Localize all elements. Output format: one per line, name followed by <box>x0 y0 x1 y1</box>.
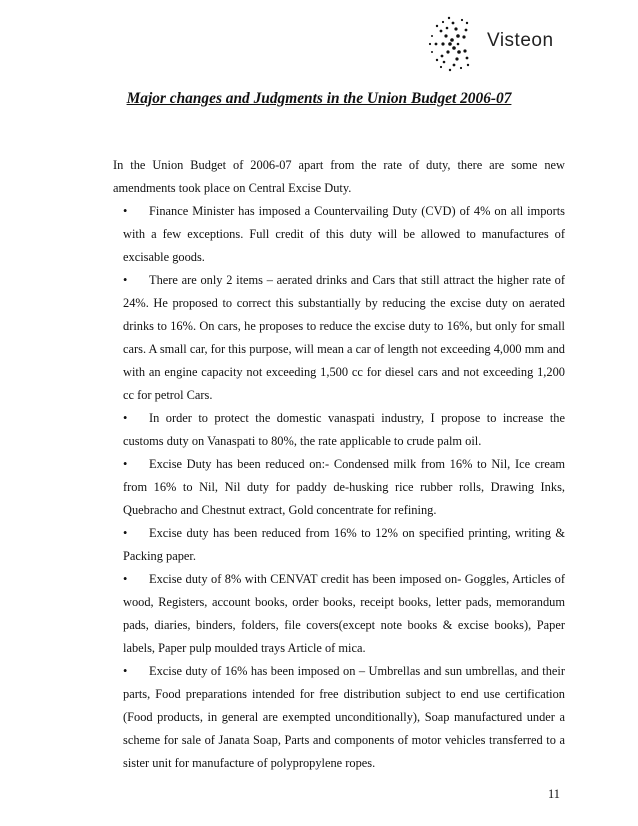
list-item-text: Finance Minister has imposed a Countervailing Duty (CVD) of 4% on all imports with a few exceptions. Full credit of this duty will be allowed to manufactures of excisable goods. <box>123 204 565 264</box>
list-item-text: Excise Duty has been reduced on:- Condensed milk from 16% to Nil, Ice cream from 16% to Nil, Nil duty for paddy de-husking rice rubber rolls, Drawing Inks, Quebracho and Chestnut extract, Gold concentrate for refining. <box>123 457 565 517</box>
list-item <box>123 568 565 660</box>
bullet-icon: • <box>123 572 128 586</box>
page-title: Major changes and Judgments in the Union Budget 2006-07 <box>126 90 512 107</box>
list-item <box>123 407 565 453</box>
list-item <box>123 453 565 522</box>
bullet-icon: • <box>123 526 128 540</box>
visteon-logo <box>428 14 578 74</box>
list-item-text: In order to protect the domestic vanaspati industry, I propose to increase the customs duty on Vanaspati to 80%, the rate applicable to crude palm oil. <box>123 411 565 448</box>
bullet-icon: • <box>123 273 128 287</box>
list-item-text: There are only 2 items – aerated drinks and Cars that still attract the higher rate of 24%. He proposed to correct this substantially by reducing the excise duty on aerated drinks to 16%. On cars, he proposes to reduce the excise duty to 16%, but only for small cars. A small car, for this purpose, will mean a car of length not exceeding 4,000 mm and with an engine capacity not exceeding 1,500 cc for diesel cars and not exceeding 1,200 cc for petrol Cars. <box>123 273 565 402</box>
bullet-icon: • <box>123 411 128 425</box>
list-item-text: Excise duty of 8% with CENVAT credit has been imposed on- Goggles, Articles of wood, Registers, account books, order books, receipt books, letter pads, memorandum pads, diaries, binders, folders, file covers(except note books & excise books), Paper labels, Paper pulp moulded trays Article of mica. <box>123 572 565 655</box>
page-number: 11 <box>548 787 560 801</box>
logo-text: Visteon <box>487 30 554 51</box>
list-item-text: Excise duty of 16% has been imposed on – Umbrellas and sun umbrellas, and their parts, Food preparations intended for free distribution subject to end use certification (Food products, in general are exempted unconditionally), Soap manufactured under a scheme for sale of Janata Soap, Parts and components of motor vehicles transferred to a sister unit for manufacture of polypropylene ropes. <box>123 664 565 770</box>
bullet-icon: • <box>123 664 128 678</box>
list-item <box>123 269 565 407</box>
list-item <box>123 200 565 269</box>
bullet-icon: • <box>123 457 128 471</box>
document-body <box>113 154 565 775</box>
list-item <box>123 522 565 568</box>
list-item <box>123 660 565 775</box>
bullet-icon: • <box>123 204 128 218</box>
bullet-list <box>113 200 565 775</box>
list-item-text: Excise duty has been reduced from 16% to 12% on specified printing, writing & Packing paper. <box>123 526 565 563</box>
intro-paragraph: In the Union Budget of 2006-07 apart from the rate of duty, there are some new amendments took place on Central Excise Duty. <box>113 158 565 195</box>
